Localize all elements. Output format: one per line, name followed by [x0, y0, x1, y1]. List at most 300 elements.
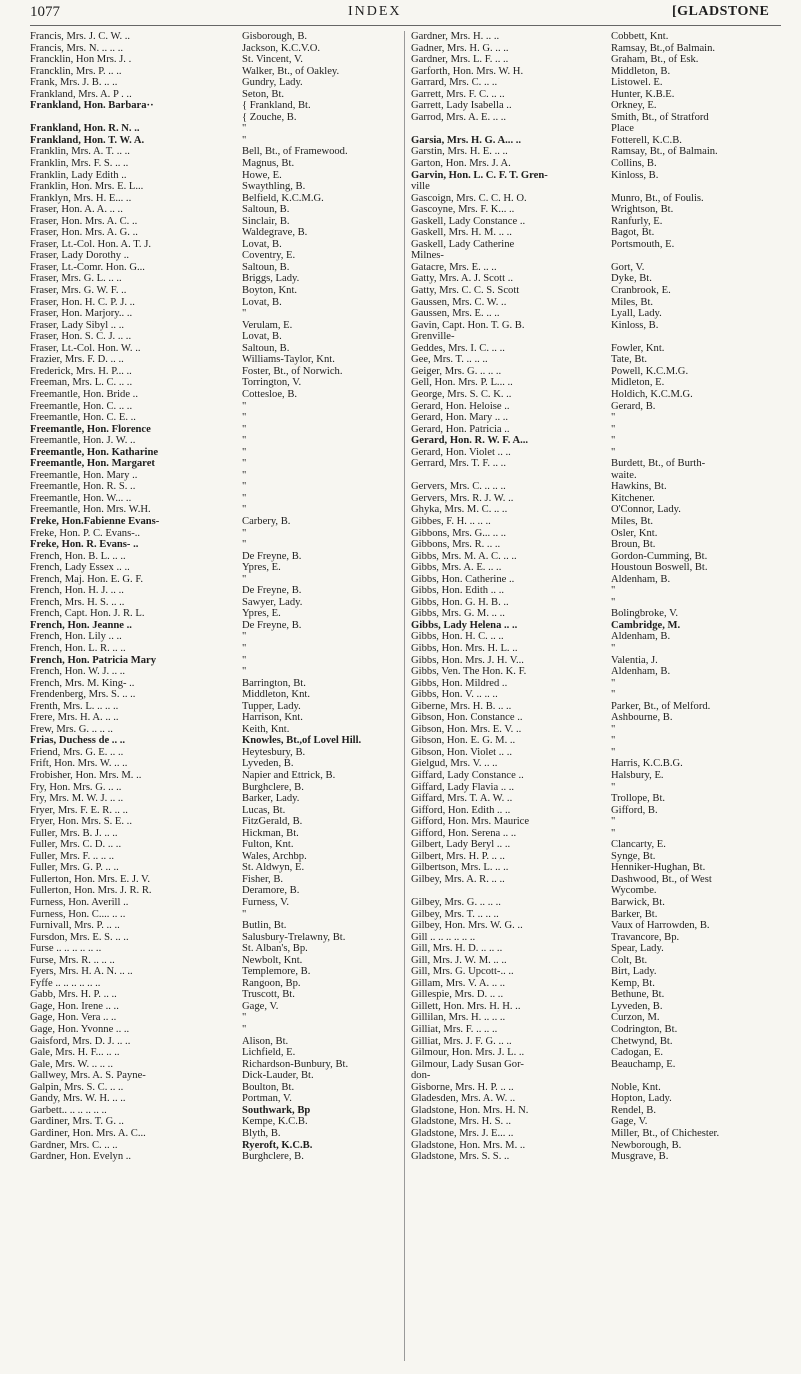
index-entry [30, 389, 422, 401]
index-entry [411, 112, 791, 124]
entry-reference: Aldenham, B. [611, 573, 671, 585]
entry-name: Garvin, Hon. L. C. F. T. Gren- [411, 169, 548, 181]
index-entry [411, 631, 791, 643]
entry-reference: St. Aldwyn, E. [242, 862, 305, 874]
entry-reference: Barker, Bt. [611, 908, 658, 920]
entry-reference: Seton, Bt. [242, 88, 285, 100]
entry-name: Gibbs, Hon. H. C. .. .. [411, 631, 504, 643]
entry-name: Gardiner, Hon. Mrs. A. C... [30, 1127, 146, 1139]
index-entry [411, 504, 791, 516]
index-entry [30, 297, 422, 309]
entry-reference: Gundry, Lady. [242, 77, 303, 89]
entry-reference: Lyall, Lady. [611, 308, 662, 320]
entry-name: Gardner, Hon. Evelyn .. [30, 1151, 132, 1163]
entry-name: Gale, Mrs. H. F... .. .. [30, 1047, 120, 1059]
index-entry [411, 1128, 791, 1140]
entry-name [411, 470, 611, 482]
entry-name: Gadner, Mrs. H. G. .. .. [411, 42, 509, 54]
entry-name: Freemantle, Hon. Mary .. [30, 469, 138, 481]
entry-name: Gibson, Hon. Violet .. .. [411, 746, 512, 758]
index-entry [30, 839, 422, 851]
entry-name: Freemantle, Hon. C. E. .. [30, 412, 136, 424]
index-entry [411, 1093, 791, 1105]
index-entry [411, 412, 791, 424]
entry-name: Frere, Mrs. H. A. .. .. [30, 712, 119, 724]
index-entry [30, 193, 422, 205]
entry-name: Gage, Hon. Irene .. .. [30, 1000, 119, 1012]
index-entry [30, 1070, 422, 1082]
index-entry [411, 851, 791, 863]
entry-name: Garrod, Mrs. A. E. .. .. [411, 111, 507, 123]
entry-reference: Blyth, B. [242, 1127, 281, 1139]
entry-reference: Swaythling, B. [242, 181, 306, 193]
entry-name: Gillam, Mrs. V. A. .. .. [411, 977, 506, 989]
entry-name: Fuller, Mrs. F. .. .. .. [30, 850, 115, 862]
entry-reference: Gisborough, B. [242, 31, 308, 42]
index-entry [411, 146, 791, 158]
index-entry [30, 758, 422, 770]
entry-reference: Midleton, E. [611, 377, 665, 389]
entry-reference: Middleton, Knt. [242, 689, 310, 701]
entry-name: Gardner, Mrs. C. .. .. [30, 1139, 118, 1151]
entry-name: Franklyn, Mrs. H. E... .. [30, 192, 132, 204]
index-entry [30, 585, 422, 597]
index-entry [411, 43, 791, 55]
index-entry [411, 77, 791, 89]
entry-name: Fraser, Lt.-Col. Hon. A. T. J. [30, 238, 152, 250]
entry-reference: Bell, Bt., of Framewood. [242, 146, 348, 158]
index-entry [411, 620, 791, 632]
entry-reference: Alison, Bt. [242, 1035, 289, 1047]
entry-reference: " [611, 723, 616, 735]
entry-reference: Kemp, Bt. [611, 977, 655, 989]
entry-name: Gaussen, Mrs. C. W. .. [411, 296, 507, 308]
index-entry [411, 978, 791, 990]
index-entry [30, 146, 422, 158]
index-entry [30, 343, 422, 355]
entry-name: French, Hon. L. R. .. .. [30, 642, 126, 654]
entry-name: Gilbey, Mrs. A. R. .. .. [411, 873, 505, 885]
entry-reference: Kempe, K.C.B. [242, 1116, 308, 1128]
entry-name: Fraser, Lady Sibyl .. .. [30, 319, 125, 331]
entry-reference: " [242, 527, 247, 539]
entry-reference: Cottesloe, B. [242, 388, 298, 400]
entry-reference: Kinloss, B. [611, 169, 659, 181]
entry-name: Gilbertson, Mrs. L. .. .. [411, 862, 509, 874]
index-entry [30, 978, 422, 990]
entry-name: Freemantle, Hon. Margaret [30, 458, 155, 470]
entry-name: George, Mrs. S. C. K. .. [411, 388, 512, 400]
entry-name: Frendenberg, Mrs. S. .. .. [30, 689, 136, 701]
index-entry [30, 89, 422, 101]
entry-name: Gibbs, Mrs. M. A. C. .. .. [411, 550, 517, 562]
entry-reference: Walker, Bt., of Oakley. [242, 65, 340, 77]
entry-reference: Verulam, E. [242, 319, 293, 331]
entry-reference: Briggs, Lady. [242, 273, 300, 285]
index-entry [30, 747, 422, 759]
entry-reference: " [242, 642, 247, 654]
entry-name: Gilbey, Mrs. T. .. .. .. [411, 908, 499, 920]
entry-name: French, Mrs. H. S. .. .. [30, 596, 125, 608]
index-entry [30, 885, 422, 897]
index-entry [30, 897, 422, 909]
entry-name: Gladstone, Mrs. H. S. .. [411, 1116, 512, 1128]
entry-reference: " [242, 492, 247, 504]
index-entry [411, 123, 791, 135]
entry-reference: " [242, 308, 247, 320]
entry-name: Geddes, Mrs. I. C. .. .. [411, 342, 505, 354]
index-entry [30, 724, 422, 736]
index-entry [411, 793, 791, 805]
entry-name: Fryer, Hon. Mrs. S. E. .. [30, 816, 132, 828]
entry-name: Gage, Hon. Vera .. .. [30, 1012, 117, 1024]
entry-name: French, Hon. Patricia Mary [30, 654, 157, 666]
entry-name: Fraser, Hon. Mrs. A. C. .. [30, 215, 138, 227]
entry-name: Gibbs, Hon. Mrs. J. H. V... [411, 654, 524, 666]
entry-name [411, 123, 611, 135]
entry-name: Gladstone, Mrs. J. E... .. [411, 1127, 514, 1139]
index-entry [30, 735, 422, 747]
entry-name: Gallwey, Mrs. A. S. Payne- [30, 1070, 146, 1082]
entry-reference: Holdich, K.C.M.G. [611, 388, 693, 400]
index-entry [30, 551, 422, 563]
entry-reference: Clancarty, E. [611, 839, 666, 851]
entry-reference: " [242, 631, 247, 643]
entry-reference: Wycombe. [611, 885, 657, 897]
entry-reference: Chetwynd, Bt. [611, 1035, 673, 1047]
entry-reference: " [611, 781, 616, 793]
index-entry [411, 1001, 791, 1013]
entry-name: Milnes- [411, 250, 444, 262]
entry-name: Ghyka, Mrs. M. C. .. .. [411, 504, 508, 516]
index-entry [411, 1059, 791, 1071]
index-entry [30, 874, 422, 886]
entry-name: ville [411, 181, 430, 193]
index-entry [411, 401, 791, 413]
entry-name: Francklin, Hon Mrs. J. . [30, 54, 132, 66]
index-entry [30, 100, 422, 112]
index-entry [411, 539, 791, 551]
index-entry [411, 193, 791, 205]
index-entry [30, 158, 422, 170]
entry-reference: Lucas, Bt. [242, 804, 286, 816]
entry-name: Gerrard, Mrs. T. F. .. .. [411, 458, 506, 470]
index-entry [30, 816, 422, 828]
entry-name: Fursdon, Mrs. E. S. .. .. [30, 931, 129, 943]
entry-reference: Houstoun Boswell, Bt. [611, 562, 708, 574]
entry-name: Frias, Duchess de .. .. [30, 735, 126, 747]
entry-name: Frankland, Hon. R. N. .. [30, 123, 140, 135]
entry-name: Gilbey, Mrs. G. .. .. .. [411, 897, 501, 909]
entry-name: Gillespie, Mrs. D. .. .. [411, 989, 504, 1001]
entry-name: Fraser, Hon. A. A. .. .. [30, 204, 123, 216]
entry-name: Fraser, Mrs. G. W. F. .. [30, 285, 127, 297]
entry-reference: Miller, Bt., of Chichester. [611, 1127, 720, 1139]
entry-reference: Carbery, B. [242, 515, 291, 527]
entry-name: Gisborne, Mrs. H. P. .. .. [411, 1081, 514, 1093]
entry-name: Freemantle, Hon. Katharine [30, 446, 159, 458]
entry-name: Gibbs, Hon. Mrs. H. L. .. [411, 642, 518, 654]
index-entry [411, 66, 791, 78]
entry-reference: Williams-Taylor, Knt. [242, 354, 335, 366]
index-entry [30, 1024, 422, 1036]
entry-reference: Newborough, B. [611, 1139, 682, 1151]
entry-name: Freke, Hon. P. C. Evans-.. [30, 527, 141, 539]
entry-name: Fraser, Hon. Mrs. A. G. .. [30, 227, 138, 239]
index-entry [411, 377, 791, 389]
index-entry [411, 273, 791, 285]
entry-name: Gaisford, Mrs. D. J. .. .. [30, 1035, 131, 1047]
entry-name: Fry, Mrs. M. W. J. .. .. [30, 793, 124, 805]
entry-name: Gibbs, Hon. Catherine .. [411, 573, 515, 585]
index-entry [30, 851, 422, 863]
entry-reference: Gifford, B. [611, 804, 658, 816]
entry-name: Garbett.. .. .. .. .. .. [30, 1104, 107, 1116]
entry-reference: Deramore, B. [242, 885, 300, 897]
index-entry [30, 528, 422, 540]
entry-reference: " [611, 435, 616, 447]
entry-name: Frank, Mrs. J. B. .. .. [30, 77, 118, 89]
entry-name: Gage, Hon. Yvonne .. .. [30, 1024, 130, 1036]
index-entry [411, 481, 791, 493]
entry-name: French, Hon. Jeanne .. [30, 619, 132, 631]
index-entry [30, 989, 422, 1001]
entry-reference: Trollope, Bt. [611, 793, 666, 805]
entry-name: Frazier, Mrs. F. D. .. .. [30, 354, 124, 366]
entry-name: Gee, Mrs. T. .. .. .. [411, 354, 488, 366]
entry-name: Gillilan, Mrs. H. .. .. .. [411, 1012, 506, 1024]
entry-name: Garsia, Mrs. H. G. A... .. [411, 134, 522, 146]
index-entry [30, 1116, 422, 1128]
index-entry [30, 447, 422, 459]
entry-name: Fraser, Mrs. G. L. .. .. [30, 273, 122, 285]
entry-reference: Jackson, K.C.V.O. [242, 42, 321, 54]
entry-reference: Boyton, Knt. [242, 285, 298, 297]
entry-reference: Foster, Bt., of Norwich. [242, 365, 343, 377]
index-entry [30, 1001, 422, 1013]
index-entry [30, 239, 422, 251]
index-entry [30, 643, 422, 655]
entry-name: Fyers, Mrs. H. A. N. .. .. [30, 966, 133, 978]
entry-name: Gillett, Hon. Mrs. H. H. .. [411, 1000, 521, 1012]
entry-name: Frankland, Hon. T. W. A. [30, 134, 145, 146]
entry-name: Fraser, Lt.-Col. Hon. W. .. [30, 342, 141, 354]
index-entry [411, 447, 791, 459]
index-entry [30, 1012, 422, 1024]
entry-reference: Spear, Lady. [611, 943, 664, 955]
entry-reference: { Frankland, Bt. [242, 100, 311, 112]
entry-name: Gerard, Hon. Patricia .. [411, 423, 510, 435]
entry-name: Gielgud, Mrs. V. .. .. [411, 758, 498, 770]
entry-name: Frew, Mrs. G. .. .. .. [30, 723, 113, 735]
entry-reference: Hickman, Bt. [242, 827, 299, 839]
entry-name: Giffard, Mrs. T. A. W. .. [411, 793, 513, 805]
entry-reference: Fowler, Knt. [611, 342, 665, 354]
entry-name: French, Hon. W. J. .. .. [30, 666, 126, 678]
entry-name: Galpin, Mrs. S. C. .. .. [30, 1081, 124, 1093]
index-entry [411, 1151, 791, 1163]
entry-name: Freemantle, Hon. Mrs. W.H. [30, 504, 151, 516]
entry-name: Fyffe .. .. .. .. .. .. [30, 977, 101, 989]
entry-name: Gladstone, Hon. Mrs. H. N. [411, 1104, 529, 1116]
index-entry [30, 920, 422, 932]
entry-reference: " [242, 539, 247, 551]
index-entry [411, 562, 791, 574]
index-entry [411, 839, 791, 851]
entry-reference: waite. [611, 469, 637, 481]
entry-reference: Aldenham, B. [611, 666, 671, 678]
index-entry [30, 631, 422, 643]
entry-name: Gibbs, Hon. Edith .. .. [411, 585, 504, 597]
entry-name [411, 885, 611, 897]
index-entry [30, 273, 422, 285]
entry-reference: Ryeroft, K.C.B. [242, 1139, 313, 1151]
entry-reference: Heytesbury, B. [242, 746, 306, 758]
index-entry [411, 1012, 791, 1024]
entry-name: Gibson, Hon. Constance .. [411, 712, 523, 724]
entry-reference: Osler, Knt. [611, 527, 658, 539]
entry-name: Gill, Mrs. J. W. M. .. .. [411, 954, 507, 966]
index-entry [30, 181, 422, 193]
entry-name: Fuller, Mrs. C. D. .. .. [30, 839, 122, 851]
entry-reference: Fisher, B. [242, 873, 284, 885]
index-entry [411, 909, 791, 921]
entry-name: Gilmour, Hon. Mrs. J. L. .. [411, 1047, 525, 1059]
entry-reference: Middleton, B. [611, 65, 671, 77]
index-entry [411, 424, 791, 436]
index-entry [411, 320, 791, 332]
entry-name: Gilliat, Mrs. F. .. .. .. [411, 1024, 498, 1036]
entry-reference: Miles, Bt. [611, 515, 654, 527]
entry-name: Gerard, Hon. Mary .. .. [411, 412, 509, 424]
entry-name: Garton, Hon. Mrs. J. A. [411, 158, 511, 170]
entry-name: Fraser, Hon. S. C. J. .. .. [30, 331, 132, 343]
entry-reference: Miles, Bt. [611, 296, 654, 308]
entry-name: Gatty, Mrs. A. J. Scott .. [411, 273, 514, 285]
index-entry [30, 943, 422, 955]
index-entry [411, 735, 791, 747]
index-entry [30, 250, 422, 262]
entry-reference: De Freyne, B. [242, 550, 302, 562]
entry-name: Geiger, Mrs. G. .. .. .. [411, 365, 502, 377]
entry-reference: Halsbury, E. [611, 770, 664, 781]
index-entry [30, 932, 422, 944]
index-entry [30, 170, 422, 182]
entry-reference: Bethune, Bt. [611, 989, 665, 1001]
index-entry [30, 770, 422, 782]
index-entry [411, 828, 791, 840]
entry-reference: Saltoun, B. [242, 204, 290, 216]
entry-reference: Hopton, Lady. [611, 1093, 672, 1105]
entry-reference: Beauchamp, E. [611, 1058, 676, 1070]
entry-reference: " [611, 596, 616, 608]
index-entry [30, 1093, 422, 1105]
index-entry [411, 608, 791, 620]
column-divider [404, 31, 405, 1361]
entry-reference: " [611, 423, 616, 435]
entry-reference: De Freyne, B. [242, 619, 302, 631]
entry-reference: Lovat, B. [242, 331, 282, 343]
index-entry [411, 597, 791, 609]
entry-name: Gibbs, Mrs. A. E. .. .. [411, 562, 502, 574]
entry-reference: Ypres, E. [242, 608, 281, 620]
index-entry [411, 712, 791, 724]
entry-name: Frobisher, Hon. Mrs. M. .. [30, 770, 142, 781]
index-entry [411, 158, 791, 170]
entry-name: Fry, Hon. Mrs. G. .. .. [30, 781, 122, 793]
entry-reference: Henniker-Hughan, Bt. [611, 862, 706, 874]
entry-reference: " [611, 816, 616, 828]
index-entry [30, 412, 422, 424]
entry-reference: Fotterell, K.C.B. [611, 134, 682, 146]
entry-name: Francis, Mrs. J. C. W. .. [30, 31, 131, 42]
entry-reference: Belfield, K.C.M.G. [242, 192, 324, 204]
index-entry [411, 250, 791, 262]
entry-reference: " [611, 446, 616, 458]
entry-reference: " [242, 458, 247, 470]
entry-name: Frankland, Mrs. A. P . .. [30, 88, 132, 100]
entry-reference: Synge, Bt. [611, 850, 656, 862]
entry-name: Giffard, Lady Constance .. [411, 770, 524, 781]
entry-reference: " [242, 908, 247, 920]
entry-name: Gaskell, Mrs. H. M. .. .. [411, 227, 512, 239]
entry-reference: " [242, 481, 247, 493]
entry-reference: Dyke, Bt. [611, 273, 652, 285]
index-entry [411, 805, 791, 817]
entry-reference: Lyveden, B. [611, 1000, 663, 1012]
index-entry [30, 1105, 422, 1117]
entry-reference: Ramsay, Bt.,of Balmain. [611, 42, 716, 54]
index-entry [30, 424, 422, 436]
entry-name: Fullerton, Hon. Mrs. E. J. V. [30, 873, 150, 885]
index-entry [30, 793, 422, 805]
header-rule [30, 25, 781, 26]
entry-reference: Ramsay, Bt., of Balmain. [611, 146, 718, 158]
entry-name: Fullerton, Hon. Mrs. J. R. R. [30, 885, 152, 897]
index-entry [411, 170, 791, 182]
index-entry [411, 227, 791, 239]
index-entry [411, 493, 791, 505]
index-entry [411, 724, 791, 736]
entry-reference: " [242, 123, 247, 135]
index-entry [30, 227, 422, 239]
index-entry [30, 574, 422, 586]
entry-reference: Coventry, E. [242, 250, 296, 262]
entry-name: French, Lady Essex .. .. [30, 562, 130, 574]
entry-reference: " [242, 1012, 247, 1024]
entry-reference [611, 250, 791, 262]
index-entry [411, 966, 791, 978]
entry-reference: Gage, V. [242, 1000, 279, 1012]
entry-name: Gladstone, Mrs. S. S. .. [411, 1151, 510, 1163]
index-entry [30, 689, 422, 701]
entry-reference: { Zouche, B. [242, 111, 297, 123]
entry-name: Frankland, Hon. Barbara·· [30, 100, 154, 112]
entry-reference: " [242, 400, 247, 412]
index-entry [30, 955, 422, 967]
index-entry [30, 308, 422, 320]
index-column-left [30, 31, 422, 1163]
entry-reference: St. Alban's, Bp. [242, 943, 308, 955]
entry-name: Gibbes, F. H. .. .. .. [411, 515, 491, 527]
entry-reference: Rendel, B. [611, 1104, 657, 1116]
entry-name: Garforth, Hon. Mrs. W. H. [411, 65, 524, 77]
entry-name: Fraser, Hon. H. C. P. J. .. [30, 296, 135, 308]
entry-name: Gibbons, Mrs. G... .. .. [411, 527, 507, 539]
entry-reference: Hawkins, Bt. [611, 481, 667, 493]
entry-reference: Lichfield, E. [242, 1047, 296, 1059]
entry-reference: Barrington, Bt. [242, 677, 306, 689]
